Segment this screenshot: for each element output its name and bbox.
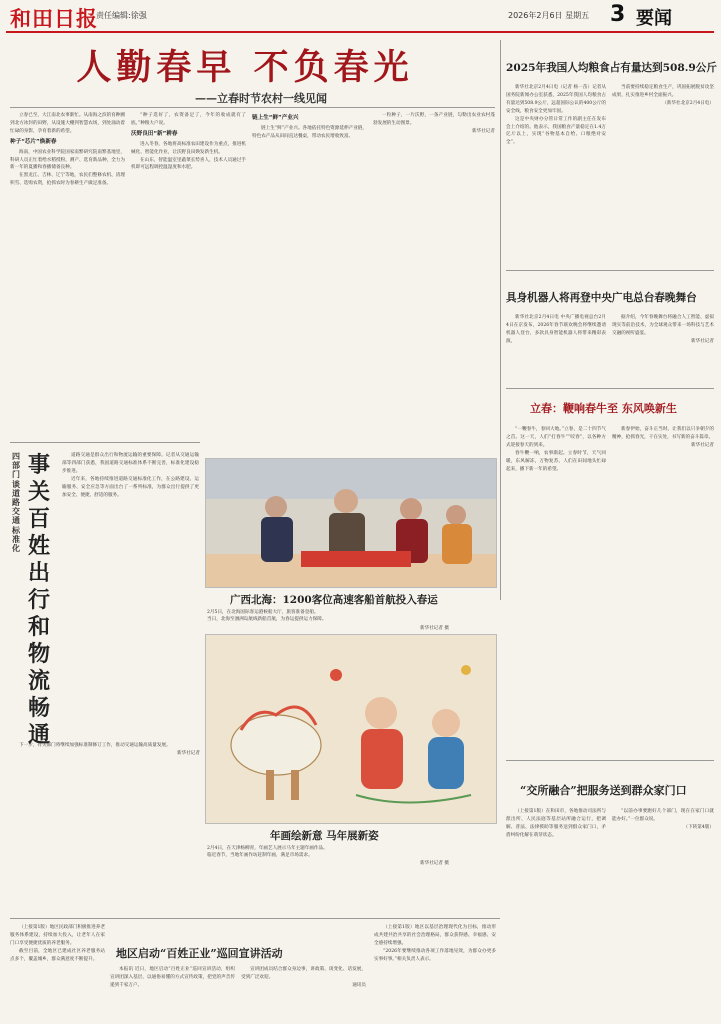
photo1-credit: 新华社记者 摄: [420, 626, 450, 631]
lead-column-1: [10, 112, 125, 440]
commentary-paragraph: 春牛鞭一响，农事渐起。立春时节，天气回暖，东风解冻，万物复苏，人们在田间地头忙碌起来，播下新一年的希望。: [506, 450, 606, 472]
commentary-column-2: [612, 426, 714, 754]
culture-headline: 具身机器人将再登中央广电总台春晚舞台: [506, 292, 697, 304]
culture-paragraph: 据介绍，今年春晚舞台将融合人工智能、虚拟现实等前沿技术，为全球观众带来一场科技与艺术交融的视听盛宴。: [612, 315, 714, 336]
law-column-1: [110, 966, 235, 1020]
lead-paragraph: 海南，中国农业科学院国家南繁研究院南繁基地里，科研人员正忙着给水稻授粉、测产、选育新品种，全力为新一年的夏播和春播储备良种。: [10, 149, 125, 171]
grain-column-2: [612, 84, 714, 264]
page-number: 3: [610, 2, 626, 27]
lead-paragraph: 进入冬春，各地将高标准农田建设作为重点，推进机械化、智能化作业，让沃野良田焕发新生机。: [131, 141, 246, 155]
date-line: 2026年2月6日 星期五: [508, 11, 590, 20]
justice-column-1: [506, 808, 606, 1018]
justice-paragraph: “以前办事要跑好几个部门，现在在家门口就能办好。”一位群众说。: [612, 809, 714, 822]
lead-column-4: [373, 112, 495, 440]
masthead-rule: [6, 31, 714, 33]
bottom-right-paragraph: “2026年要继续推动各项工作落地见效，为群众办更多实事好事。”相关负责人表示。: [374, 948, 496, 962]
grain-paragraph: 新华社北京2月4日电（记者 杨一苗）记者从国务院新闻办公室获悉，2025年我国人均粮食占有量达到508.9公斤，远超国际公认的400公斤的安全线，粮食安全更加牢固。: [506, 85, 606, 114]
photo2-caption-line: 2月4日，在天津杨柳青，年画艺人展示马年主题年画作品。: [207, 846, 328, 851]
lead-paragraph: 一粒种子，一片沃野，一条产业链，勾勒出农业农村蓬勃发展的生动图景。: [373, 113, 495, 126]
bottom-left-paragraph: 截至目前，全地区已建成社区养老服务站点多个，覆盖城乡，群众满意度不断提升。: [10, 948, 105, 962]
culture-column-1: [506, 314, 606, 384]
lead-paragraph: 链上生“鲜”产业兴。各地依托特色资源延伸产业链，特色农产品从田间直达餐桌，带动农民增收致富。: [252, 125, 367, 139]
culture-byline: 新华社记者: [691, 338, 714, 344]
law-paragraph: 宣讲团成员结合群众身边事，讲政策、谈变化、话发展，受到广泛欢迎。: [241, 967, 366, 980]
grain-column-1: [506, 84, 606, 264]
justice-column-2: [612, 808, 714, 1018]
photo2-credit: 新华社记者 摄: [420, 861, 450, 866]
photo2-caption-line: 临近春节，当地年画作坊赶制年画，满足市场需求。: [207, 853, 313, 858]
lead-paragraph: “种子选好了，农资备足了，今年的收成就有了底。”种粮大户说。: [131, 113, 246, 126]
commentary-column-1: [506, 426, 606, 754]
column-divider: [500, 40, 501, 600]
lead-subhead: 种子“芯片”焕新春: [10, 138, 57, 145]
lead-paragraph: 立春已至，大江南北农事渐忙。从南海之滨的育种圃到北方冰封的田野，从设施大棚到智慧农场，到处涌动着忙碌的身影，孕育着新的希望。: [10, 113, 125, 134]
photo1-caption-line: 2月5日，在北海国际客运港候船大厅，旅客准备登船。: [207, 610, 319, 615]
masthead: [0, 0, 721, 34]
traffic-paragraph: 道路交通是群众出行和物流运输的重要保障。记者从交通运输部等四部门获悉，我国道路交通标准体系不断完善，标准化建设稳步推进。: [62, 453, 199, 474]
photo-new-year-painting: [205, 634, 497, 824]
grain-byline: （新华社北京2月4日电）: [662, 100, 714, 106]
bottom-right-column: [374, 924, 496, 1019]
lead-subheadline: ——立春时节农村一线见闻: [195, 92, 327, 105]
justice-paragraph: （上接第1版）在和田市，各地推动司法所与派出所、人民法庭等基层站所融合运行，把调解、普法、法律援助等服务送到群众家门口，矛盾纠纷化解在萌芽状态。: [506, 809, 606, 838]
lead-subhead: 沃野良田“新”耕春: [131, 130, 178, 137]
editor-label: 责任编辑:徐强: [96, 11, 147, 20]
bottom-divider: [10, 918, 500, 919]
traffic-side-label: 四部门谈道路交通标准化: [12, 451, 20, 554]
photo-passengers: [205, 458, 497, 588]
photo1-caption-line: 当日，北海至涠洲岛航线新船首航，为春运提供运力保障。: [207, 617, 327, 622]
culture-divider: [506, 388, 714, 389]
culture-paragraph: 新华社北京2月4日电 中央广播电视总台2月4日在京发布，2026年春节联欢晚会将继续邀请机器人登台，多款具身智能机器人将带来精彩表演。: [506, 315, 606, 344]
traffic-headline: 事关百姓出行和物流畅通: [28, 452, 51, 748]
grain-paragraph: 当前要持续稳定粮食生产，巩固拓展脱贫攻坚成果，扎实推进乡村全面振兴。: [612, 85, 714, 98]
lead-column-2: [131, 112, 246, 440]
bottom-left-column: [10, 924, 105, 1019]
commentary-paragraph: “一鞭春牛，春回大地。”立春，是二十四节气之首。这一天，人们“打春牛”“咬春”，以各种方式迎接春天的到来。: [506, 427, 606, 448]
law-headline: 地区启动“百姓正业”巡回宣讲活动: [116, 947, 283, 960]
traffic-divider: [10, 442, 200, 443]
bottom-right-paragraph: （上接第1版）地区以基层治理现代化为目标，推动形成共建共治共享的社会治理格局，群众获得感、幸福感、安全感持续增强。: [374, 925, 496, 946]
grain-divider: [506, 270, 714, 271]
masthead-logo: 和田日报: [10, 6, 98, 31]
traffic-column-1: [62, 452, 199, 737]
passenger-photo-image: [206, 459, 496, 587]
law-byline: 通讯员: [352, 982, 366, 988]
grain-headline: 2025年我国人均粮食占有量达到508.9公斤: [506, 62, 717, 74]
lead-divider: [10, 107, 495, 108]
lead-column-3: [252, 112, 367, 440]
justice-headline: “交所融合”把服务送到群众家门口: [520, 784, 687, 797]
commentary-divider: [506, 760, 714, 761]
photo2-caption-title: 年画绘新意 马年展新姿: [270, 830, 379, 842]
traffic-paragraph: 下一步，有关部门将继续加强标准制修订工作，推动交通运输高质量发展。: [19, 743, 171, 748]
commentary-headline: 立春：鞭响春牛至 东风唤新生: [530, 402, 677, 415]
new-year-painting-image: [206, 635, 496, 823]
culture-column-2: [612, 314, 714, 384]
lead-byline: 新华社记者: [472, 128, 495, 134]
lead-subhead: 链上生“鲜”产业兴: [252, 115, 299, 121]
lead-paragraph: 在黑龙江、吉林、辽宁等地，农民们整修农机、清理积雪、选购农资，抢抓农时为春耕生产做足准备。: [10, 173, 125, 187]
grain-paragraph: 这是中央财办分管日常工作的副主任在发布会上介绍的。他表示，我国粮食产量稳定在1.4万亿斤以上，实现“谷物基本自给、口粮绝对安全”。: [506, 116, 606, 146]
traffic-byline: 新华社记者: [177, 750, 200, 756]
law-column-2: [241, 966, 366, 1020]
lead-headline: 人勤春早 不负春光: [76, 47, 414, 88]
photo1-caption-title: 广西北海：1200客位高速客船首航投入春运: [230, 594, 438, 606]
commentary-byline: 新华社记者: [691, 442, 714, 448]
traffic-paragraph: 近年来，各地持续推进道路交通标准化工作，在公路建设、运输服务、安全应急等方面出台了一系列标准，为群众出行提供了更加安全、便捷、舒适的服务。: [62, 476, 199, 498]
law-paragraph: 本报讯 近日，地区启动“百姓正业”巡回宣讲活动，组织宣讲团深入基层，以通俗易懂的方式宣传政策，把党的声音传递到千家万户。: [110, 967, 235, 988]
traffic-column-2: [10, 742, 200, 912]
commentary-paragraph: 新春伊始，奋斗正当时。让我们以只争朝夕的精神，抢抓春光，干在实处，书写新的奋斗篇章。: [612, 427, 714, 440]
bottom-left-paragraph: （上接第1版）地区民政部门积极推进养老服务体系建设，持续加大投入，让老年人在家门口享受便捷优质的养老服务。: [10, 925, 105, 946]
justice-byline: （下转第4版）: [683, 824, 714, 830]
lead-paragraph: 在山东，智能温室里蔬菜长势喜人，技术人员通过手机即可远程调控温湿度和水肥。: [131, 157, 246, 171]
section-title: 要闻: [636, 8, 672, 29]
